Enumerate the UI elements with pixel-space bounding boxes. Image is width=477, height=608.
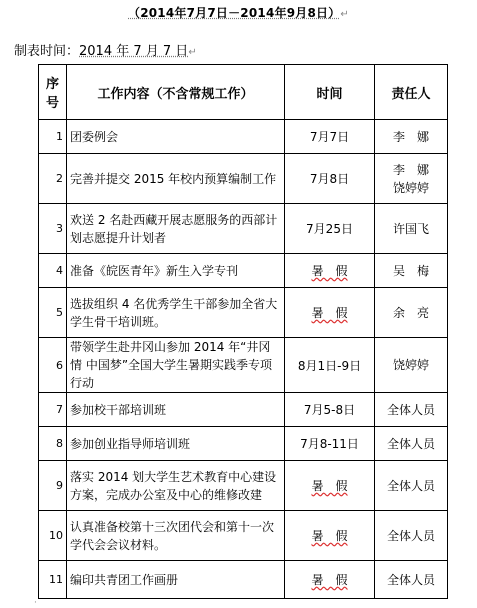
row-number: 5 bbox=[39, 288, 67, 338]
row-person: 全体人员 bbox=[375, 427, 448, 461]
table-row bbox=[39, 204, 448, 254]
table-header-row bbox=[39, 65, 448, 120]
table-row bbox=[39, 561, 448, 599]
row-time: 暑 假 bbox=[285, 254, 375, 288]
row-number: 3 bbox=[39, 204, 67, 254]
row-content: 完善并提交 2015 年校内预算编制工作 bbox=[67, 154, 285, 204]
row-content: 编印共青团工作画册 bbox=[67, 561, 285, 599]
row-content: 落实 2014 划大学生艺术教育中心建设方案，完成办公室及中心的维修改建 bbox=[67, 461, 285, 511]
row-person: 吴 梅 bbox=[375, 254, 448, 288]
table-row bbox=[39, 461, 448, 511]
row-person: 李 娜 bbox=[375, 120, 448, 154]
row-content: 参加创业指导师培训班 bbox=[67, 427, 285, 461]
table-row bbox=[39, 288, 448, 338]
row-time: 7月7日 bbox=[285, 120, 375, 154]
row-time: 7月8-11日 bbox=[285, 427, 375, 461]
made-time-label: 制表时间： bbox=[14, 44, 80, 59]
row-time: 7月8日 bbox=[285, 154, 375, 204]
row-number: 9 bbox=[39, 461, 67, 511]
row-content: 参加校干部培训班 bbox=[67, 393, 285, 427]
row-time: 暑 假 bbox=[285, 561, 375, 599]
made-time-date: 2014 年 7 月 7 日 bbox=[79, 44, 189, 59]
row-number: 6 bbox=[39, 338, 67, 393]
row-time: 8月1日-9日 bbox=[285, 338, 375, 393]
row-person: 全体人员 bbox=[375, 561, 448, 599]
row-time: 7月5-8日 bbox=[285, 393, 375, 427]
row-number: 11 bbox=[39, 561, 67, 599]
row-content: 带领学生赴井冈山参加 2014 年“井冈情 中国梦”全国大学生暑期实践季专项行动 bbox=[67, 338, 285, 393]
row-time: 暑 假 bbox=[285, 461, 375, 511]
row-time: 暑 假 bbox=[285, 511, 375, 561]
header-no: 序号 bbox=[39, 65, 67, 120]
row-person: 全体人员 bbox=[375, 393, 448, 427]
row-number: 10 bbox=[39, 511, 67, 561]
row-content: 选拔组织 4 名优秀学生干部参加全省大学生骨干培训班。 bbox=[67, 288, 285, 338]
row-person: 全体人员 bbox=[375, 511, 448, 561]
row-time: 暑 假 bbox=[285, 288, 375, 338]
row-content: 认真准备校第十三次团代会和第十一次学代会会议材料。 bbox=[67, 511, 285, 561]
header-time: 时间 bbox=[285, 65, 375, 120]
made-time: 制表时间：2014 年 7 月 7 日↵ bbox=[14, 44, 197, 59]
row-number: 8 bbox=[39, 427, 67, 461]
row-number: 2 bbox=[39, 154, 67, 204]
row-person: 全体人员 bbox=[375, 461, 448, 511]
header-content: 工作内容（不含常规工作） bbox=[67, 65, 285, 120]
row-number: 4 bbox=[39, 254, 67, 288]
row-number: 1 bbox=[39, 120, 67, 154]
table-row bbox=[39, 154, 448, 204]
row-time: 7月25日 bbox=[285, 204, 375, 254]
row-person: 余 亮 bbox=[375, 288, 448, 338]
row-content: 欢送 2 名赴西藏开展志愿服务的西部计划志愿提升计划者 bbox=[67, 204, 285, 254]
table-row bbox=[39, 254, 448, 288]
table-row bbox=[39, 338, 448, 393]
row-person: 李 娜 饶婷婷 bbox=[375, 154, 448, 204]
table-row bbox=[39, 511, 448, 561]
row-content: 团委例会 bbox=[67, 120, 285, 154]
date-range: （2014年7月7日－2014年9月8日）↵ bbox=[128, 6, 349, 20]
page-marker: · bbox=[34, 598, 37, 608]
row-person: 饶婷婷 bbox=[375, 338, 448, 393]
row-number: 7 bbox=[39, 393, 67, 427]
row-content: 准备《皖医青年》新生入学专刊 bbox=[67, 254, 285, 288]
table-row bbox=[39, 120, 448, 154]
row-person: 许国飞 bbox=[375, 204, 448, 254]
header-person: 责任人 bbox=[375, 65, 448, 120]
work-plan-table bbox=[38, 64, 448, 599]
table-row bbox=[39, 427, 448, 461]
table-row bbox=[39, 393, 448, 427]
